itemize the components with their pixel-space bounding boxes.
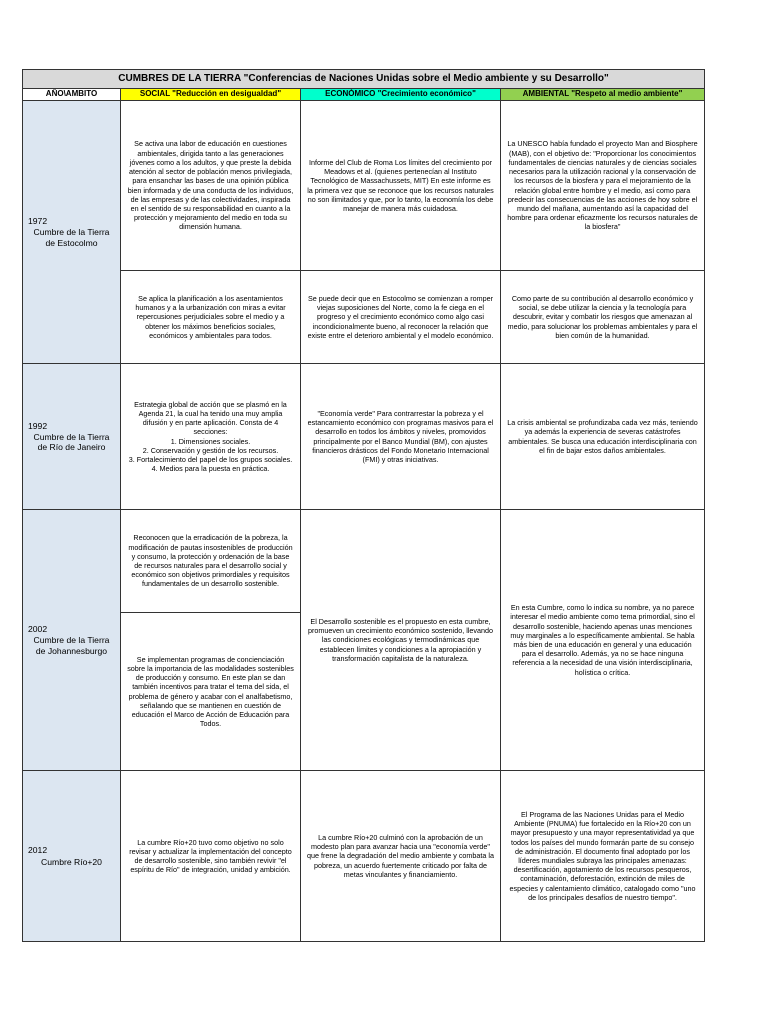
economic-cell: Se puede decir que en Estocolmo se comienzan a romper viejas suposiciones del Norte, como la fe ciega en el progreso y el crecimiento económico como algo casi incondicionalmente bueno, al reconocer la relación que existe entre el deterioro ambiental y el modelo económico.: [301, 271, 501, 364]
environmental-cell: La UNESCO había fundado el proyecto Man and Biosphere (MAB), con el objetivo de: "Proporcionar los conocimientos fundamentales de ciencias naturales y de ciencias sociales necesarios para la utilización racional y la conservación de los recursos de la biosfera y para el mejoramiento de la relación global entre hombre y el medio, así como para predecir las consecuencias de las acciones de hoy sobre el mundo del mañana, aumentando así la capacidad del hombre para ordenar eficazmente los recursos naturales de la biosfera": [501, 101, 705, 271]
year-cell-2012: [23, 771, 121, 942]
list-item: 3. Fortalecimiento del papel de los grupos sociales.: [128, 454, 293, 464]
header-year: AÑO\AMBITO: [23, 89, 121, 101]
table-title: CUMBRES DE LA TIERRA "Conferencias de Naciones Unidas sobre el Medio ambiente y su Desarrollo": [23, 70, 705, 89]
table-row: [23, 364, 705, 510]
economic-cell: El Desarrollo sostenible es el propuesto en esta cumbre, promueven un crecimiento económico sostenido, llevando las condiciones ecológicas y termodinámicas que establecen límites y condiciones a la apropiación y transformación capitalista de la naturaleza.: [301, 510, 501, 771]
table-row: [23, 510, 705, 613]
summits-table: [22, 69, 705, 942]
year-label: 2002: [28, 624, 48, 635]
table-row: [23, 771, 705, 942]
summits-sheet: [22, 69, 704, 942]
title-row: [23, 70, 705, 89]
social-cell: Reconocen que la erradicación de la pobreza, la modificación de pautas insostenibles de producción y consumo, la protección y ordenación de la base de recursos naturales para el desarrollo social y económico son objetivos primordiales y requisitos fundamentales de un desarrollo sostenible.: [121, 510, 301, 613]
header-row: [23, 89, 705, 101]
environmental-cell: En esta Cumbre, como lo indica su nombre, ya no parece interesar el medio ambiente como tema primordial, sino el desarrollo sostenible, haciendo apenas unas menciones muy marginales a lo específicamente ambiental. Se habla más bien de una educación en general y una educación para el desarrollo. Además, ya no se hace ninguna referencia a la necesidad de una visión interdisciplinaria, holística o crítica.: [501, 510, 705, 771]
economic-cell: "Economía verde" Para contrarrestar la pobreza y el estancamiento económico con programas masivos para el desarrollo en todos los ámbitos y niveles, promovidos principalmente por el Banco Mundial (BM), con ajustes financieros drásticos del Fondo Monetario Internacional (FMI) y otras iniciativas.: [301, 364, 501, 510]
economic-cell: Informe del Club de Roma Los límites del crecimiento por Meadows et al. (quienes pertenecían al Instituto Tecnológico de Massachussets, MIT) En este informe es la primera vez que se reconoce que los recursos naturales no son ilimitados y que, por lo tanto, la economía los debe manejar de manera más cuidadosa.: [301, 101, 501, 271]
table-row: [23, 101, 705, 271]
environmental-cell: Como parte de su contribución al desarrollo económico y social, se debe utilizar la ciencia y la tecnología para descubrir, evitar y combatir los riesgos que amenazan al medio, para solucionar los problemas ambientales y para el bien común de la humanidad.: [501, 271, 705, 364]
header-environmental: AMBIENTAL "Respeto al medio ambiente": [501, 89, 705, 101]
social-cell: Se aplica la planificación a los asentamientos humanos y a la urbanización con miras a evitar repercusiones perjudiciales sobre el medio y a obtener los máximos beneficios sociales, económicos y ambientales para todos.: [121, 271, 301, 364]
year-cell-1972: [23, 101, 121, 364]
summit-name: Cumbre de la Tierra de Estocolmo: [33, 227, 110, 248]
year-label: 1972: [28, 216, 48, 227]
social-cell: Se implementan programas de concienciación sobre la importancia de las modalidades sostenibles de producción y consumo. En este plan se dan también incentivos para tratar el tema del sida, el problema de género y acabar con el analfabetismo, señalando que se mantienen en cuestión de educación el Marco de Acción de Educación para Todos.: [121, 613, 301, 771]
agenda21-intro: Estrategia global de acción que se plasmó en la Agenda 21, la cual ha tenido una muy amplia difusión y en parte aplicación. Consta de 4 secciones:: [134, 399, 287, 437]
summit-name: Cumbre de la Tierra de Río de Janeiro: [33, 431, 110, 453]
environmental-cell: El Programa de las Naciones Unidas para el Medio Ambiente (PNUMA) fue fortalecido en la Río+20 con un mayor presupuesto y una mayor representatividad ya que todos los países del mundo formarán parte de su consejo de administración. El documento final adoptado por los líderes mundiales subraya las principales amenazas: desertificación, agotamiento de los recursos pesqueros, contaminación, deforestación, extinción de miles de especies y calentamiento climático, catalogado como "uno de los principales desafíos de nuestro tiempo".: [501, 771, 705, 942]
social-cell: Se activa una labor de educación en cuestiones ambientales, dirigida tanto a las generaciones jóvenes como a los adultos, y que preste la debida atención al sector de población menos privilegiada, para ensanchar las bases de una opinión pública bien informada y de una conducta de los individuos, de las empresas y de las colectividades, inspirada en el sentido de su responsabilidad en cuanto a la protección y mejoramiento del medio en toda su dimensión humana.: [121, 101, 301, 271]
table-row: [23, 271, 705, 364]
year-label: 2012: [28, 845, 48, 856]
economic-cell: La cumbre Río+20 culminó con la aprobación de un modesto plan para avanzar hacia una "economía verde" que frene la degradación del medio ambiente y combata la pobreza, un acuerdo fuertemente criticado por falta de metas vinculantes y financiamiento.: [301, 771, 501, 942]
list-item: 1. Dimensiones sociales.: [170, 436, 251, 446]
list-item: 4. Medios para la puesta en práctica.: [151, 464, 270, 474]
summit-name: Cumbre Río+20: [41, 856, 102, 867]
header-social: SOCIAL "Reducción en desigualdad": [121, 89, 301, 101]
year-label: 1992: [28, 420, 48, 431]
year-cell-1992: [23, 364, 121, 510]
social-cell: La cumbre Río+20 tuvo como objetivo no solo revisar y actualizar la implementación del concepto de desarrollo sostenible, sino también revivir "el espíritu de Río" de integración, unidad y ambición.: [121, 771, 301, 942]
header-economic: ECONÓMICO "Crecimiento económico": [301, 89, 501, 101]
list-item: 2. Conservación y gestión de los recursos.: [142, 445, 279, 455]
social-cell: [121, 364, 301, 510]
year-cell-2002: [23, 510, 121, 771]
environmental-cell: La crisis ambiental se profundizaba cada vez más, teniendo ya además la experiencia de severas catástrofes ambientales. Se busca una educación interdisciplinaria con el fin de bajar estos daños ambientales.: [501, 364, 705, 510]
summit-name: Cumbre de la Tierra de Johannesburgo: [33, 635, 110, 656]
